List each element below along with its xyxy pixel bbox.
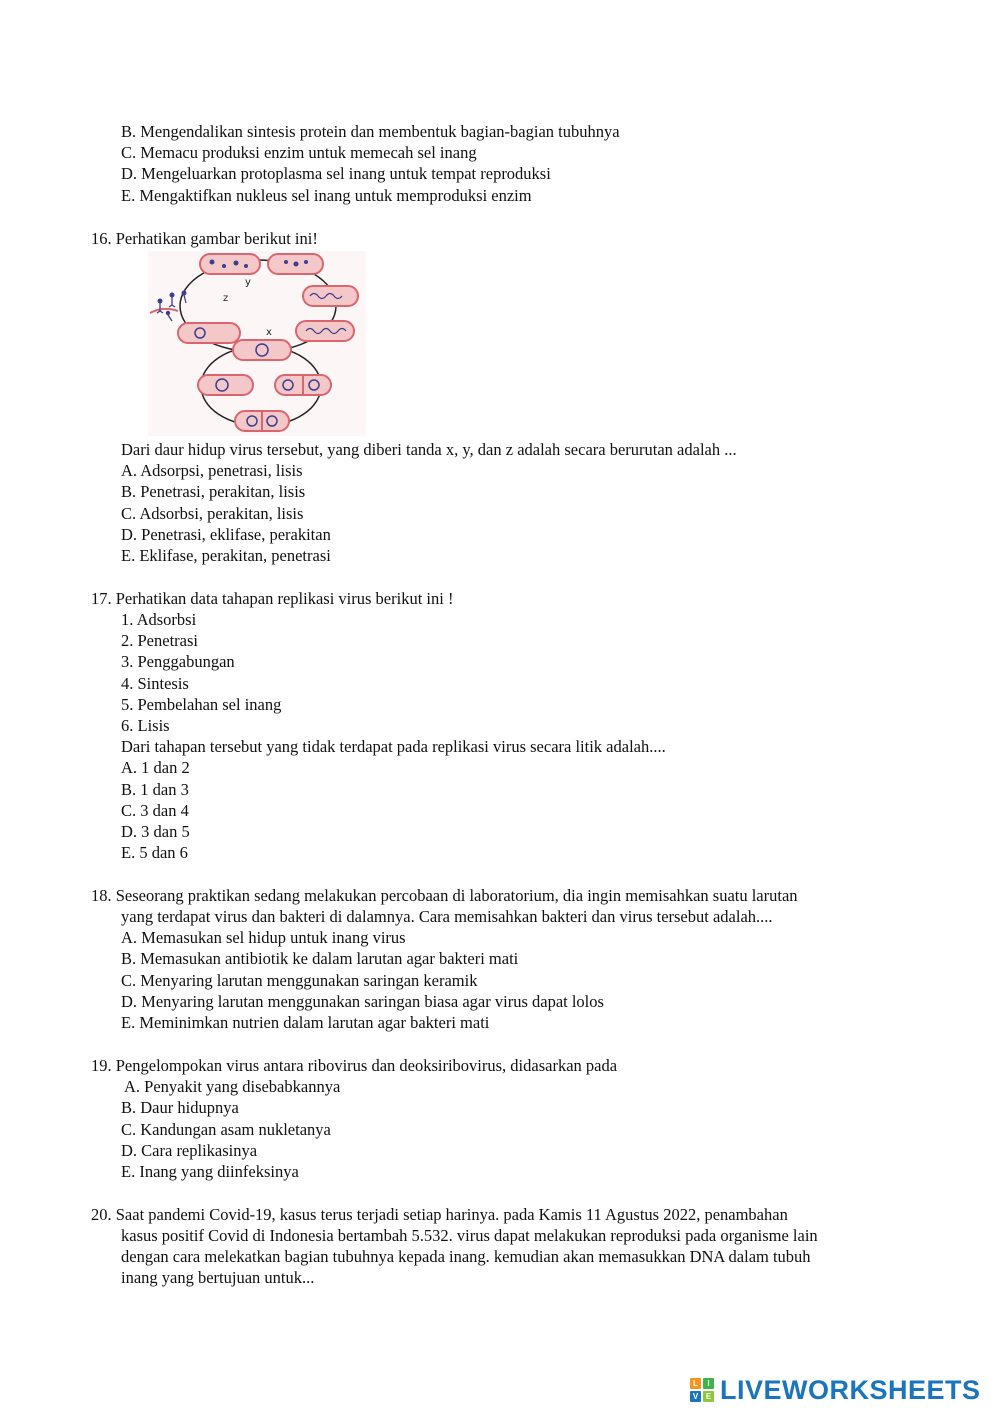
q16-option-e: E. Eklifase, perakitan, penetrasi: [121, 546, 331, 565]
liveworksheets-logo-text: LIVEWORKSHEETS: [720, 1374, 981, 1405]
q16-option-b: B. Penetrasi, perakitan, lisis: [121, 482, 306, 501]
liveworksheets-logo-icon: [690, 1378, 714, 1402]
q20-stem-line-3: dengan cara melekatkan bagian tubuhnya kepada inang. kemudian akan memasukkan DNA dalam tubuh: [121, 1247, 811, 1266]
q17-item: 5. Pembelahan sel inang: [121, 695, 282, 714]
q19-option-d: D. Cara replikasinya: [121, 1141, 258, 1160]
q15-option-e: E. Mengaktifkan nukleus sel inang untuk memproduksi enzim: [121, 186, 532, 205]
q16-option-c: C. Adsorbsi, perakitan, lisis: [121, 504, 304, 523]
q20-stem-line-2: kasus positif Covid di Indonesia bertambah 5.532. virus dapat melakukan reproduksi pada organisme lain: [121, 1226, 818, 1245]
bacterium-cell: [198, 375, 253, 395]
q18-option-e: E. Meminimkan nutrien dalam larutan agar bakteri mati: [121, 1013, 490, 1032]
q18-stem-line-2: yang terdapat virus dan bakteri di dalamnya. Cara memisahkan bakteri dan virus tersebut adalah....: [121, 907, 773, 926]
logo-letter: E: [703, 1391, 714, 1402]
q19-option-b: B. Daur hidupnya: [121, 1098, 239, 1117]
q15-option-b: B. Mengendalikan sintesis protein dan membentuk bagian-bagian tubuhnya: [121, 122, 620, 141]
q18-option-d: D. Menyaring larutan menggunakan saringan biasa agar virus dapat lolos: [121, 992, 604, 1011]
logo-letter: L: [690, 1378, 701, 1389]
q17-item: 6. Lisis: [121, 716, 170, 735]
q17-item: 3. Penggabungan: [121, 652, 235, 671]
q18-stem-line-1: 18. Seseorang praktikan sedang melakukan percobaan di laboratorium, dia ingin memisahkan suatu larutan: [91, 886, 798, 905]
q18-option-c: C. Menyaring larutan menggunakan saringan keramik: [121, 971, 478, 990]
q17-stem: 17. Perhatikan data tahapan replikasi virus berikut ini !: [91, 589, 454, 608]
virus-lifecycle-diagram: [148, 251, 366, 436]
q19-option-c: C. Kandungan asam nukletanya: [121, 1120, 331, 1139]
q18-option-b: B. Memasukan antibiotik ke dalam larutan agar bakteri mati: [121, 949, 519, 968]
bacterium-cell: [303, 286, 358, 306]
liveworksheets-logo[interactable]: [690, 1375, 981, 1405]
q20-stem-line-4: inang yang bertujuan untuk...: [121, 1268, 315, 1287]
label-y: y: [245, 277, 251, 288]
q17-item: 1. Adsorbsi: [121, 610, 197, 629]
q17-item: 4. Sintesis: [121, 674, 189, 693]
q16-question: Dari daur hidup virus tersebut, yang diberi tanda x, y, dan z adalah secara berurutan adalah ...: [121, 440, 737, 459]
q15-option-d: D. Mengeluarkan protoplasma sel inang untuk tempat reproduksi: [121, 164, 551, 183]
q17-option-e: E. 5 dan 6: [121, 843, 188, 862]
bacterium-cell: [233, 340, 291, 360]
label-z: z: [223, 293, 229, 304]
q15-option-c: C. Memacu produksi enzim untuk memecah sel inang: [121, 143, 477, 162]
q17-item: 2. Penetrasi: [121, 631, 198, 650]
q16-option-d: D. Penetrasi, eklifase, perakitan: [121, 525, 331, 544]
bacterium-cell: [200, 254, 260, 274]
label-x: x: [266, 327, 272, 338]
q17-question: Dari tahapan tersebut yang tidak terdapat pada replikasi virus secara litik adalah....: [121, 737, 666, 756]
q16-stem: 16. Perhatikan gambar berikut ini!: [91, 229, 318, 248]
logo-letter: I: [703, 1378, 714, 1389]
q20-stem-line-1: 20. Saat pandemi Covid-19, kasus terus terjadi setiap harinya. pada Kamis 11 Agustus 2022, penambahan: [91, 1205, 788, 1224]
q18-option-a: A. Memasukan sel hidup untuk inang virus: [121, 928, 406, 947]
logo-letter: V: [690, 1391, 701, 1402]
q17-option-a: A. 1 dan 2: [121, 758, 190, 777]
q17-option-b: B. 1 dan 3: [121, 780, 189, 799]
q19-option-a: A. Penyakit yang disebabkannya: [124, 1077, 341, 1096]
q19-stem: 19. Pengelompokan virus antara ribovirus dan deoksiribovirus, didasarkan pada: [91, 1056, 618, 1075]
q19-option-e: E. Inang yang diinfeksinya: [121, 1162, 299, 1181]
virus-lifecycle-figure: [148, 251, 366, 436]
q16-option-a: A. Adsorpsi, penetrasi, lisis: [121, 461, 303, 480]
q17-option-c: C. 3 dan 4: [121, 801, 189, 820]
bacterium-cell: [178, 323, 240, 343]
q17-option-d: D. 3 dan 5: [121, 822, 190, 841]
